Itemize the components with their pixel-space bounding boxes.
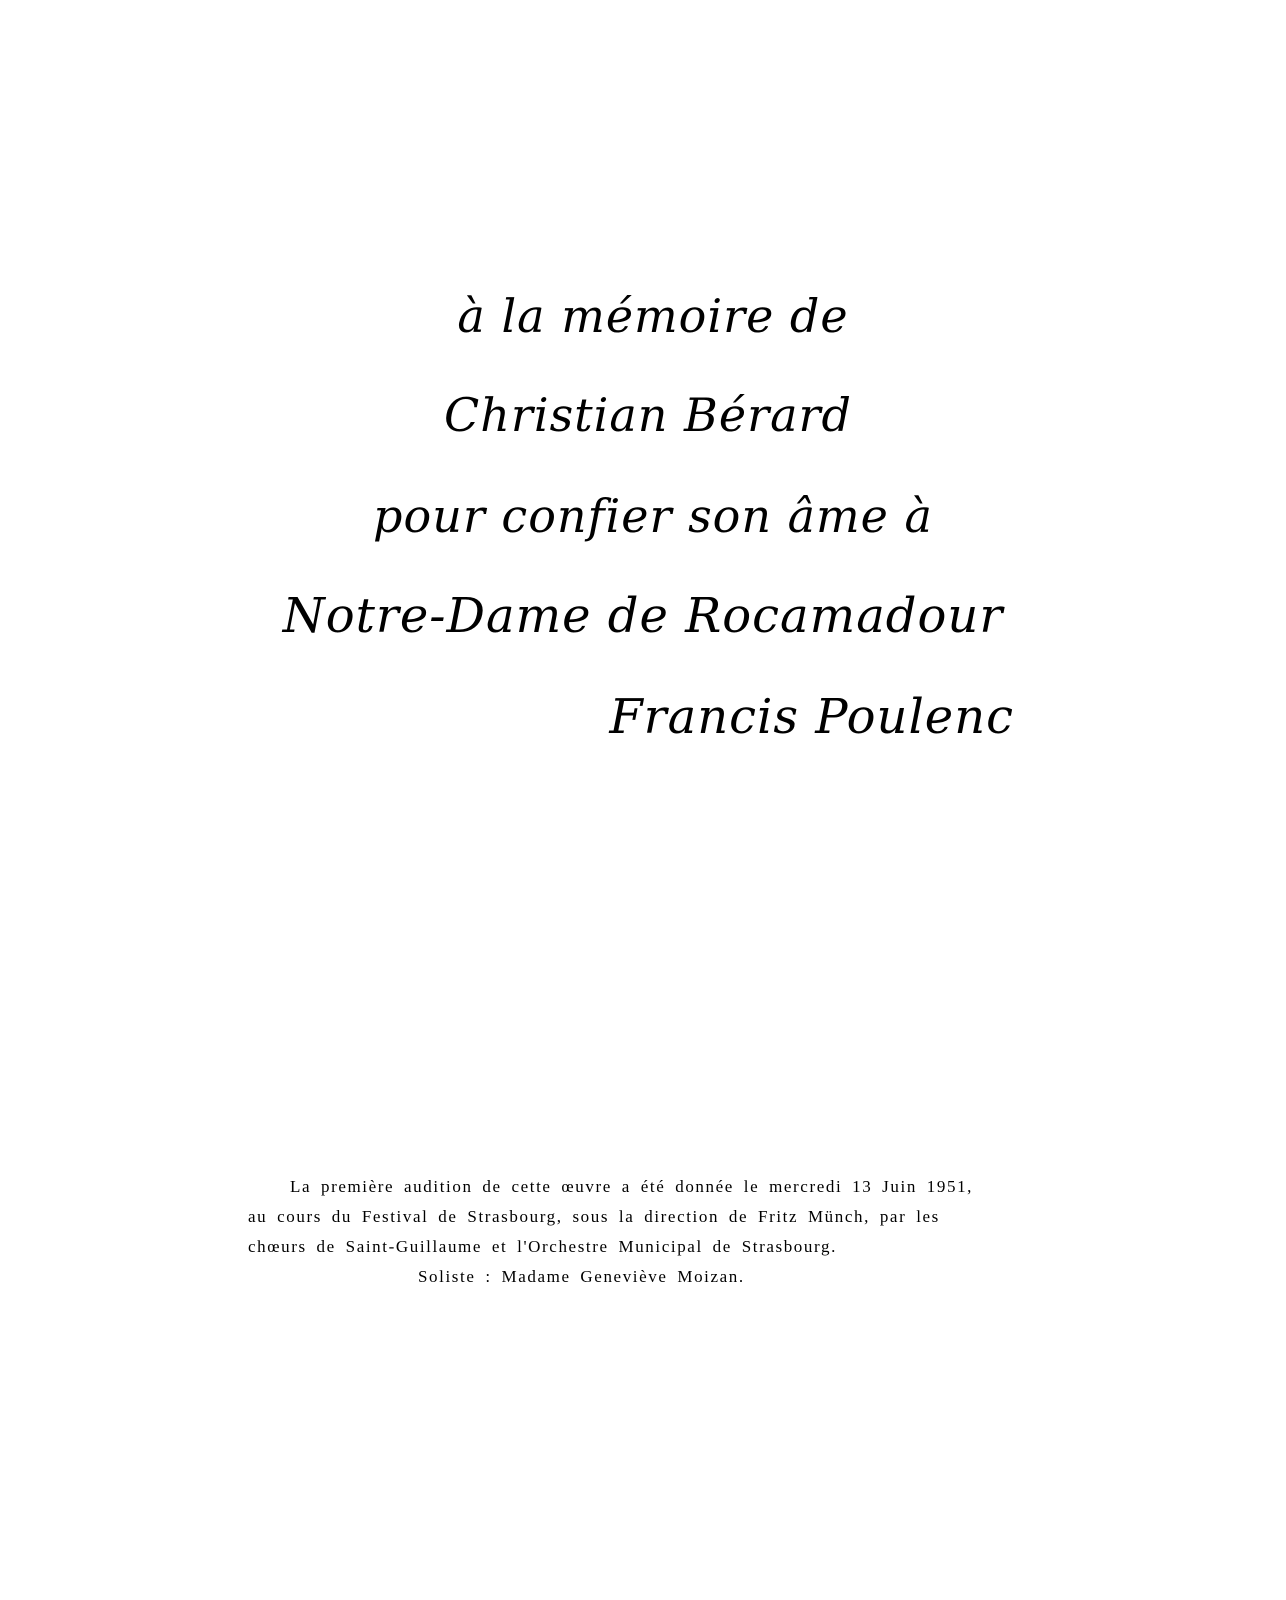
composer-signature: Francis Poulenc xyxy=(609,689,1014,745)
premiere-notice-line-2: au cours du Festival de Strasbourg, sous la direction de Fritz Münch, par les xyxy=(248,1207,940,1226)
dedicatee-name: Christian Bérard xyxy=(444,388,852,442)
premiere-notice-line-1: La première audition de cette œuvre a été donnée le mercredi 13 Juin 1951, xyxy=(290,1177,974,1196)
premiere-notice-line-3: chœurs de Saint-Guillaume et l'Orchestre Municipal de Strasbourg. xyxy=(248,1237,837,1256)
premiere-notice xyxy=(248,1172,1038,1292)
dedication-line-4: Notre-Dame de Rocamadour xyxy=(282,588,1004,644)
dedication-line-3: pour confier son âme à xyxy=(373,489,933,543)
dedication-line-1: à la mémoire de xyxy=(457,289,849,343)
soloist-line: Soliste : Madame Geneviève Moizan. xyxy=(418,1267,745,1286)
